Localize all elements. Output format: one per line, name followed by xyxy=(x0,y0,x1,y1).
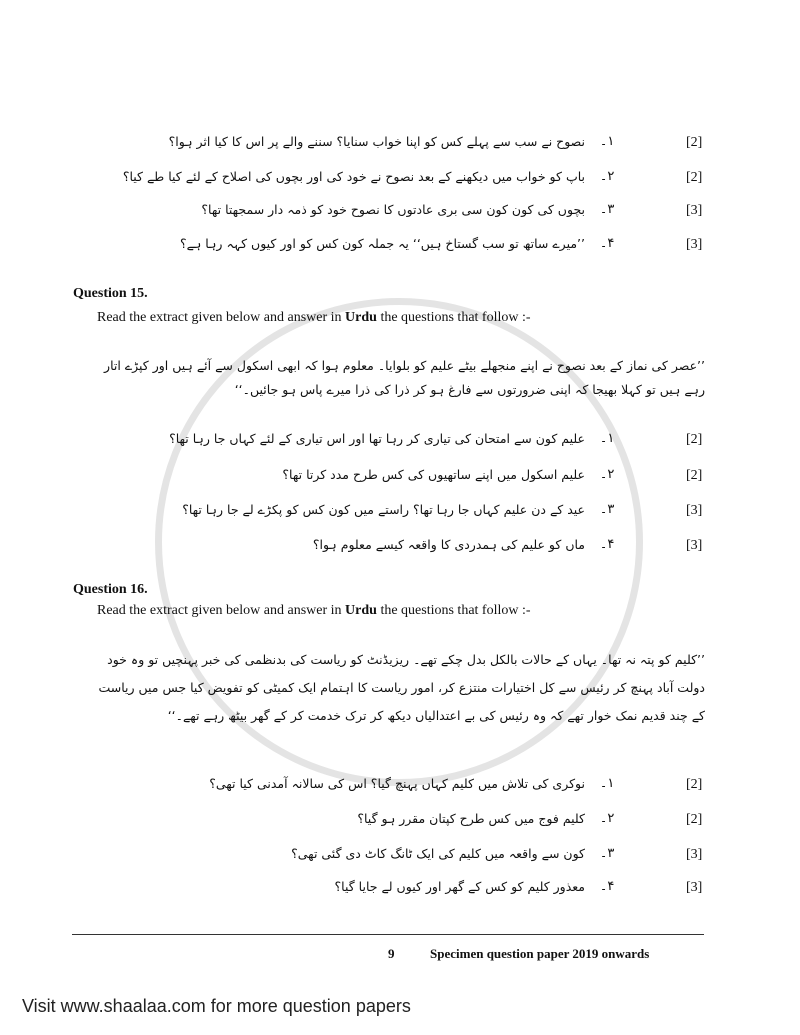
question-number: ۳۔ xyxy=(599,846,615,861)
marks: [2] xyxy=(686,432,703,447)
question-text: ماں کو علیم کی ہمدردی کا واقعہ کیسے معلوم ہوا؟ xyxy=(312,537,585,552)
question-text: نوکری کی تلاش میں کلیم کہاں پہنچ گیا؟ اس کی سالانہ آمدنی کیا تھی؟ xyxy=(209,776,585,791)
instruction-text: Read the extract given below and answer in xyxy=(97,603,346,618)
bottom-note: Visit www.shaalaa.com for more question papers xyxy=(22,996,411,1016)
question-number: ۲۔ xyxy=(599,467,615,482)
extract-passage: ’’عصر کی نماز کے بعد نصوح نے اپنے منجھلے بیٹے علیم کو بلوایا۔ معلوم ہوا کہ ابھی اسکول سے آئے ہیں اور کپڑے اتار رہے ہیں تو کہلا بھیجا کہ اپنی ضرورتوں سے فارغ ہو کر ذرا کی ذرا میرے پاس ہو جائیں۔‘‘ xyxy=(104,358,705,397)
marks: [3] xyxy=(686,847,703,862)
footer-label: Specimen question paper 2019 onwards xyxy=(430,946,650,961)
question-text: عید کے دن علیم کہاں جا رہا تھا؟ راستے میں کون کس کو پکڑے لے جا رہا تھا؟ xyxy=(182,502,585,517)
footer-divider xyxy=(72,934,704,935)
page-number: 9 xyxy=(388,946,395,961)
marks: [2] xyxy=(686,812,703,827)
question-heading: Question 15. xyxy=(73,286,148,301)
question-number: ۲۔ xyxy=(599,811,615,826)
marks: [3] xyxy=(686,880,703,895)
marks: [2] xyxy=(686,170,703,185)
question-number: ۳۔ xyxy=(599,202,615,217)
question-number: ۲۔ xyxy=(599,169,615,184)
question-text: کلیم فوج میں کس طرح کپتان مقرر ہو گیا؟ xyxy=(357,811,585,826)
question-text: علیم اسکول میں اپنے ساتھیوں کی کس طرح مدد کرتا تھا؟ xyxy=(282,467,585,482)
question-text: باپ کو خواب میں دیکھنے کے بعد نصوح نے خود کی اور بچوں کی اصلاح کے لئے کیا طے کیا؟ xyxy=(122,169,585,184)
marks: [3] xyxy=(686,503,703,518)
question-text: کون سے واقعہ میں کلیم کی ایک ٹانگ کاٹ دی گئی تھی؟ xyxy=(291,846,585,861)
instruction-text: the questions that follow :- xyxy=(376,310,531,325)
marks: [2] xyxy=(686,468,703,483)
question-number: ۱۔ xyxy=(599,776,615,791)
question-number: ۱۔ xyxy=(599,431,615,446)
marks: [2] xyxy=(686,777,703,792)
extract-passage: ’’کلیم کو پتہ نہ تھا۔ یہاں کے حالات بالکل بدل چکے تھے۔ ریزیڈنٹ کو ریاست کی بدنظمی کی خبر پہنچیں تو وہ خود دولت آباد پہنچ کر رئیس سے کل اختیارات منتزع کر، امور ریاست کا اہتمام ایک کمیٹی کو تفویض کیا جس میں ریاست کے چند قدیم نمک خوار تھے کہ وہ رئیس کی بے اعتدالیاں دیکھ کر ترک خدمت کر کے گھر بیٹھ رہے تھے۔‘‘ xyxy=(98,652,705,723)
question-number: ۳۔ xyxy=(599,502,615,517)
question-text: بچوں کی کون کون سی بری عادتوں کا نصوح خود کو ذمہ دار سمجھتا تھا؟ xyxy=(201,202,585,217)
question-text: ’’میرے ساتھ تو سب گستاخ ہیں‘‘ یہ جملہ کون کس کو اور کیوں کہہ رہا ہے؟ xyxy=(180,236,585,251)
question-number: ۴۔ xyxy=(599,879,615,894)
question-text: معذور کلیم کو کس کے گھر اور کیوں لے جایا گیا؟ xyxy=(334,879,585,894)
instruction-text: Read the extract given below and answer in xyxy=(97,310,346,325)
marks: [3] xyxy=(686,203,703,218)
question-instruction xyxy=(97,603,531,619)
instruction-language: Urdu xyxy=(345,603,377,618)
question-number: ۴۔ xyxy=(599,236,615,251)
marks: [3] xyxy=(686,237,703,252)
marks: [3] xyxy=(686,538,703,553)
question-instruction xyxy=(97,310,531,326)
question-number: ۱۔ xyxy=(599,134,615,149)
question-heading: Question 16. xyxy=(73,582,148,597)
marks: [2] xyxy=(686,135,703,150)
question-text: علیم کون سے امتحان کی تیاری کر رہا تھا اور اس تیاری کے لئے کہاں جا رہا تھا؟ xyxy=(169,431,585,446)
instruction-language: Urdu xyxy=(345,310,377,325)
question-number: ۴۔ xyxy=(599,537,615,552)
question-text: نصوح نے سب سے پہلے کس کو اپنا خواب سنایا؟ سننے والے پر اس کا کیا اثر ہوا؟ xyxy=(168,134,585,149)
instruction-text: the questions that follow :- xyxy=(376,603,531,618)
